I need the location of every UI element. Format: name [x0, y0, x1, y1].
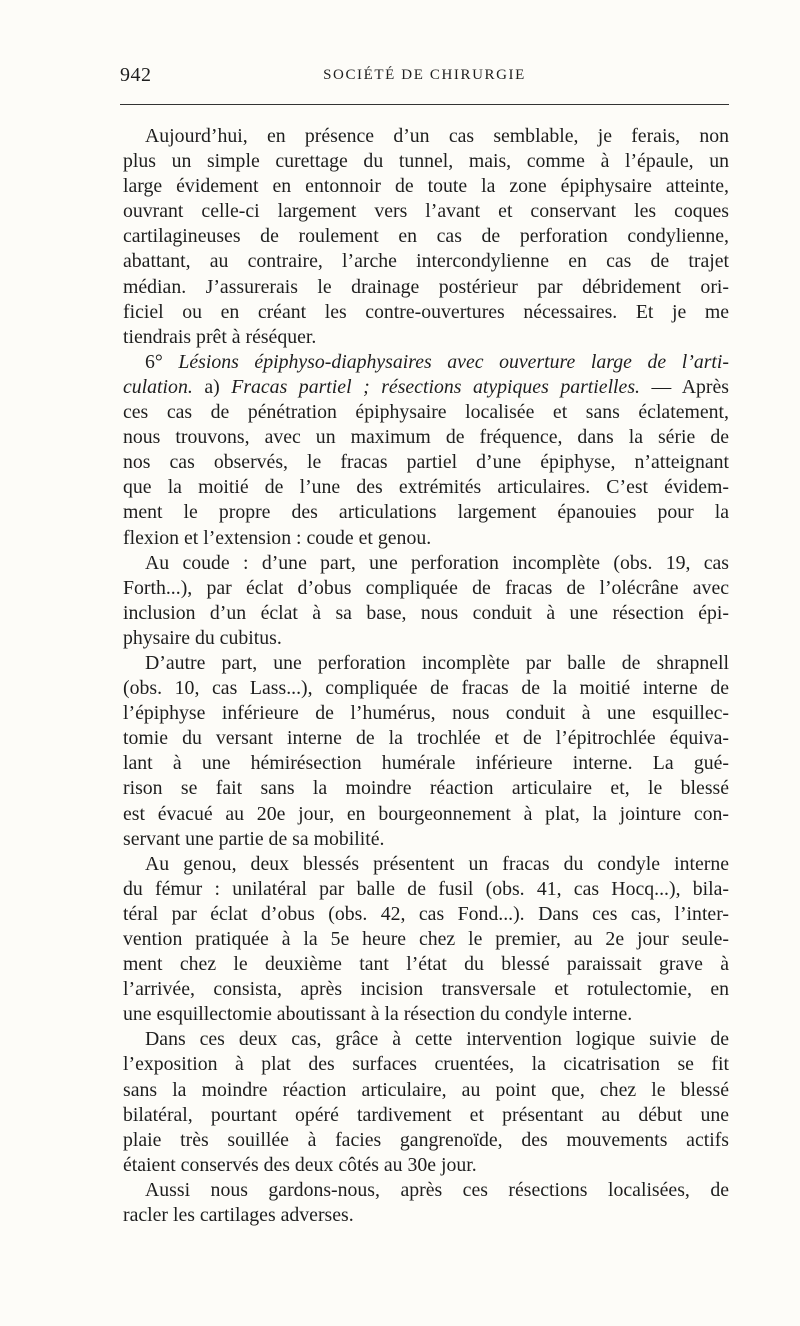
- paragraph: [123, 350, 729, 551]
- paragraph: [123, 1178, 729, 1228]
- text-line: plaie très souillée à facies gangrenoïde, des mouvements actifs: [123, 1128, 729, 1151]
- text-line: nos cas observés, le fracas partiel d’une épiphyse, n’atteignant: [123, 451, 729, 474]
- subsection-heading: Fracas partiel ; résections atypiques partielles.: [231, 375, 640, 398]
- paragraph: [123, 852, 729, 1028]
- text-line: Au genou, deux blessés présentent un fracas du condyle interne: [145, 852, 729, 875]
- text-line: racler les cartilages adverses.: [123, 1204, 354, 1227]
- paragraph: [123, 124, 729, 350]
- body-text: [123, 124, 729, 1228]
- text-line: large évidement en entonnoir de toute la zone épiphysaire atteinte,: [123, 175, 729, 198]
- text-line: sans la moindre réaction articulaire, au point que, chez le blessé: [123, 1078, 729, 1101]
- text-line: rison se fait sans la moindre réaction articulaire et, le blessé: [123, 777, 729, 800]
- text-line: inclusion d’un éclat à sa base, nous conduit à une résection épi-: [123, 601, 729, 624]
- text-line: ment chez le deuxième tant l’état du blessé paraissait grave à: [123, 953, 729, 976]
- text-line: est évacué au 20e jour, en bourgeonnement à plat, la jointure con-: [123, 802, 729, 825]
- text-line: [123, 350, 729, 375]
- text-line: ces cas de pénétration épiphysaire localisée et sans éclatement,: [123, 401, 729, 424]
- subsection-label: a): [192, 375, 232, 398]
- text-line: ficiel ou en créant les contre-ouvertures nécessaires. Et je me: [123, 300, 729, 323]
- paragraph: [123, 1027, 729, 1178]
- text-line: l’épiphyse inférieure de l’humérus, nous conduit à une esquillec-: [123, 702, 729, 725]
- text-line: D’autre part, une perforation incomplète par balle de shrapnell: [145, 651, 729, 674]
- running-title: SOCIÉTÉ DE CHIRURGIE: [323, 67, 526, 83]
- section-heading: Lésions épiphyso-diaphysaires avec ouverture large de l’arti-: [178, 350, 729, 373]
- text-line: lant à une hémirésection humérale inférieure interne. La gué-: [123, 752, 729, 775]
- text-line: flexion et l’extension : coude et genou.: [123, 526, 432, 549]
- text-line: tiendrais prêt à réséquer.: [123, 325, 317, 348]
- text-line: Au coude : d’une part, une perforation incomplète (obs. 19, cas: [145, 551, 729, 574]
- text-line: nous trouvons, avec un maximum de fréquence, dans la série de: [123, 426, 729, 449]
- paragraph: [123, 651, 729, 852]
- text-line: ouvrant celle-ci largement vers l’avant et conservant les coques: [123, 200, 729, 223]
- text-line: une esquillectomie aboutissant à la résection du condyle interne.: [123, 1003, 633, 1026]
- text-line: abattant, au contraire, l’arche intercondylienne en cas de trajet: [123, 250, 729, 273]
- text-line: vention pratiquée à la 5e heure chez le premier, au 2e jour seule-: [123, 928, 729, 950]
- text-line: (obs. 10, cas Lass...), compliquée de fracas de la moitié interne de: [123, 677, 729, 700]
- text-line: Aussi nous gardons-nous, après ces résections localisées, de: [145, 1178, 729, 1201]
- text-line: ment le propre des articulations largement épanouies pour la: [123, 501, 729, 524]
- page-header: [120, 64, 729, 90]
- text-line: étaient conservés des deux côtés au 30e jour.: [123, 1153, 477, 1176]
- text-line: Aujourd’hui, en présence d’un cas semblable, je ferais, non: [145, 125, 729, 147]
- text-line: l’exposition à plat des surfaces cruentées, la cicatrisation se fit: [123, 1053, 729, 1076]
- text-line: servant une partie de sa mobilité.: [123, 827, 385, 850]
- text-fragment: — Après: [639, 375, 729, 398]
- text-line: plus un simple curettage du tunnel, mais, comme à l’épaule, un: [123, 150, 729, 173]
- text-line: que la moitié de l’une des extrémités articulaires. C’est évidem-: [123, 476, 729, 499]
- text-line: [123, 375, 729, 400]
- text-line: du fémur : unilatéral par balle de fusil (obs. 41, cas Hocq...), bila-: [123, 877, 729, 900]
- page-number: 942: [120, 64, 152, 86]
- text-line: bilatéral, pourtant opéré tardivement et présentant au début une: [123, 1103, 729, 1126]
- section-number: 6°: [145, 350, 179, 373]
- text-line: tomie du versant interne de la trochlée et de l’épitrochlée équiva-: [123, 727, 729, 750]
- text-line: téral par éclat d’obus (obs. 42, cas Fond...). Dans ces cas, l’inter-: [123, 902, 729, 925]
- text-line: physaire du cubitus.: [123, 626, 282, 649]
- header-rule: [120, 104, 729, 105]
- text-line: l’arrivée, consista, après incision transversale et rotulectomie, en: [123, 978, 729, 1001]
- section-heading-end: culation.: [123, 375, 193, 398]
- text-line: médian. J’assurerais le drainage postérieur par débridement ori-: [123, 275, 729, 298]
- text-line: cartilagineuses de roulement en cas de perforation condylienne,: [123, 225, 729, 248]
- text-line: Forth...), par éclat d’obus compliquée de fracas de l’olécrâne avec: [123, 576, 729, 599]
- text-line: Dans ces deux cas, grâce à cette intervention logique suivie de: [145, 1028, 729, 1051]
- paragraph: [123, 551, 729, 651]
